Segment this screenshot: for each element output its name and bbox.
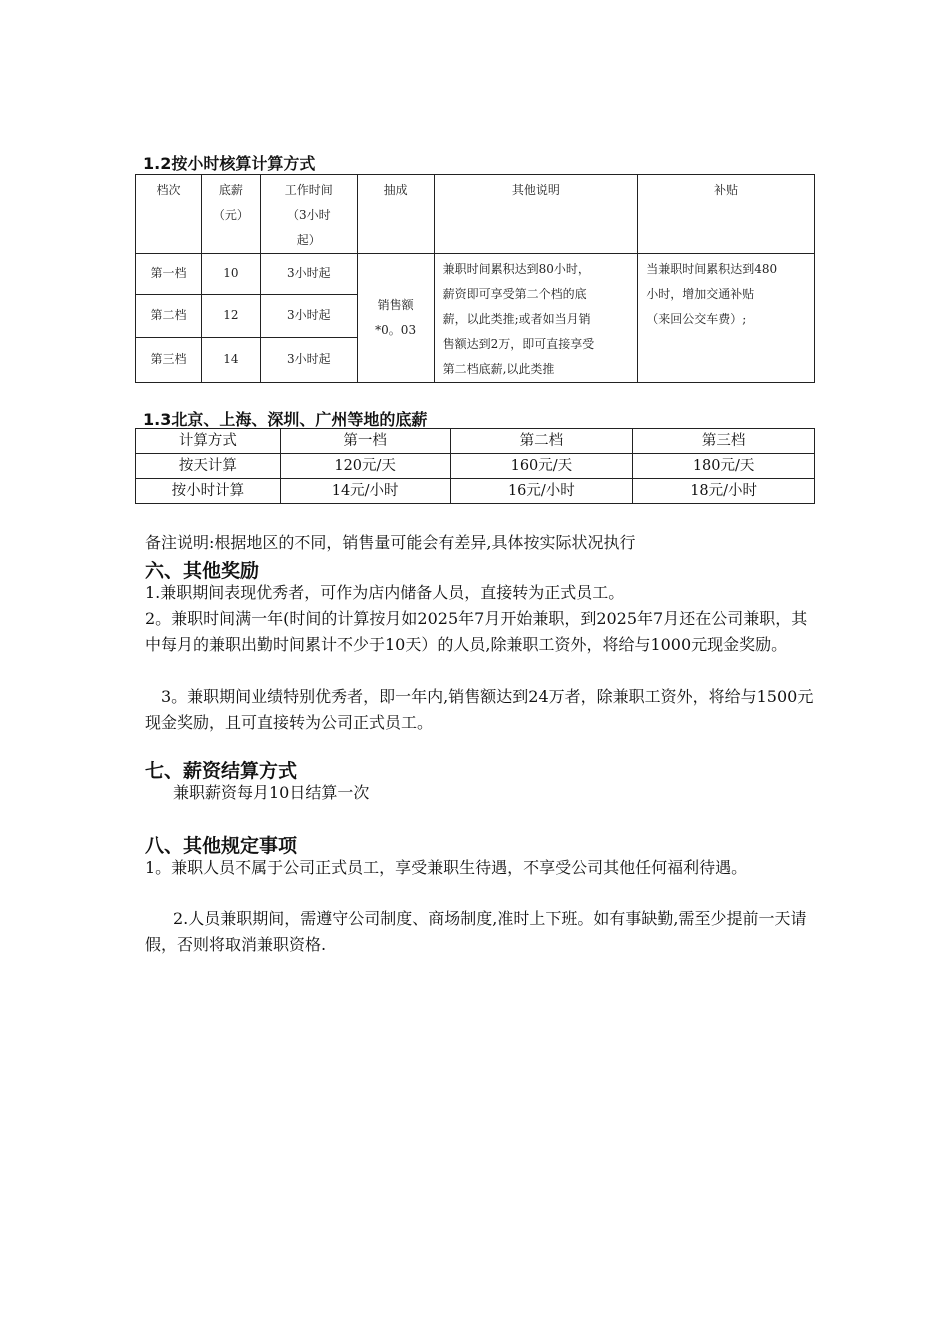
header-cell: 工作时间 （3小时 起） [260, 175, 357, 254]
header-cell: 第二档 [450, 429, 633, 454]
table-cell: 14元/小时 [280, 479, 450, 504]
grade-cell: 第三档 [136, 337, 202, 382]
section-1-2-title: 1.2按小时核算计算方式 [143, 154, 316, 173]
table-row [136, 479, 815, 504]
header-cell: 补贴 [638, 175, 815, 254]
grade-cell: 第二档 [136, 294, 202, 337]
time-cell: 3小时起 [260, 254, 357, 295]
table-cell: 18元/小时 [633, 479, 815, 504]
section-8-item-2: 2.人员兼职期间，需遵守公司制度、商场制度,准时上下班。如有事缺勤,需至少提前一天请假，否则将取消兼职资格. [145, 909, 807, 954]
header-cell: 第三档 [633, 429, 815, 454]
hourly-pay-table [135, 174, 815, 383]
section-6-item-1: 1.兼职期间表现优秀者，可作为店内储备人员，直接转为正式员工。 [145, 583, 625, 602]
header-cell: 底薪 （元） [201, 175, 260, 254]
table-cell: 160元/天 [450, 454, 633, 479]
header-cell: 档次 [136, 175, 202, 254]
section-6-item-3: 3。兼职期间业绩特别优秀者，即一年内,销售额达到24万者，除兼职工资外，将给与1500元现金奖励，且可直接转为公司正式员工。 [145, 687, 814, 732]
table-row [136, 254, 815, 295]
table-header-row [136, 175, 815, 254]
table-cell: 180元/天 [633, 454, 815, 479]
city-base-pay-table [135, 428, 815, 504]
subsidy-cell: 当兼职时间累积达到480 小时，增加交通补贴 （来回公交车费）; [638, 254, 815, 383]
header-cell: 计算方式 [136, 429, 281, 454]
table-header-row [136, 429, 815, 454]
base-cell: 14 [201, 337, 260, 382]
time-cell: 3小时起 [260, 337, 357, 382]
table-cell: 按小时计算 [136, 479, 281, 504]
table-row [136, 454, 815, 479]
header-cell: 其他说明 [434, 175, 638, 254]
table-cell: 120元/天 [280, 454, 450, 479]
section-7-title: 七、薪资结算方式 [145, 760, 298, 782]
other-notes-cell: 兼职时间累积达到80小时， 薪资即可享受第二个档的底 薪，以此类推;或者如当月销 售额达到2万，即可直接享受 第二档底薪,以此类推 [434, 254, 638, 383]
table-cell: 16元/小时 [450, 479, 633, 504]
grade-cell: 第一档 [136, 254, 202, 295]
base-cell: 10 [201, 254, 260, 295]
base-cell: 12 [201, 294, 260, 337]
header-cell: 第一档 [280, 429, 450, 454]
remark-text: 备注说明:根据地区的不同，销售量可能会有差异,具体按实际状况执行 [145, 533, 636, 552]
commission-cell: 销售额 *0。03 [357, 254, 434, 383]
section-1-3-title: 1.3北京、上海、深圳、广州等地的底薪 [143, 410, 428, 429]
section-6-item-2: 2。兼职时间满一年(时间的计算按月如2025年7月开始兼职，到2025年7月还在公司兼职，其中每月的兼职出勤时间累计不少于10天）的人员,除兼职工资外，将给与1000元现金奖励。 [145, 609, 808, 654]
section-7-text: 兼职薪资每月10日结算一次 [173, 783, 370, 802]
section-8-item-1: 1。兼职人员不属于公司正式员工，享受兼职生待遇，不享受公司其他任何福利待遇。 [145, 858, 748, 877]
table-cell: 按天计算 [136, 454, 281, 479]
section-6-title: 六、其他奖励 [145, 560, 260, 582]
header-cell: 抽成 [357, 175, 434, 254]
section-8-title: 八、其他规定事项 [145, 835, 298, 857]
time-cell: 3小时起 [260, 294, 357, 337]
